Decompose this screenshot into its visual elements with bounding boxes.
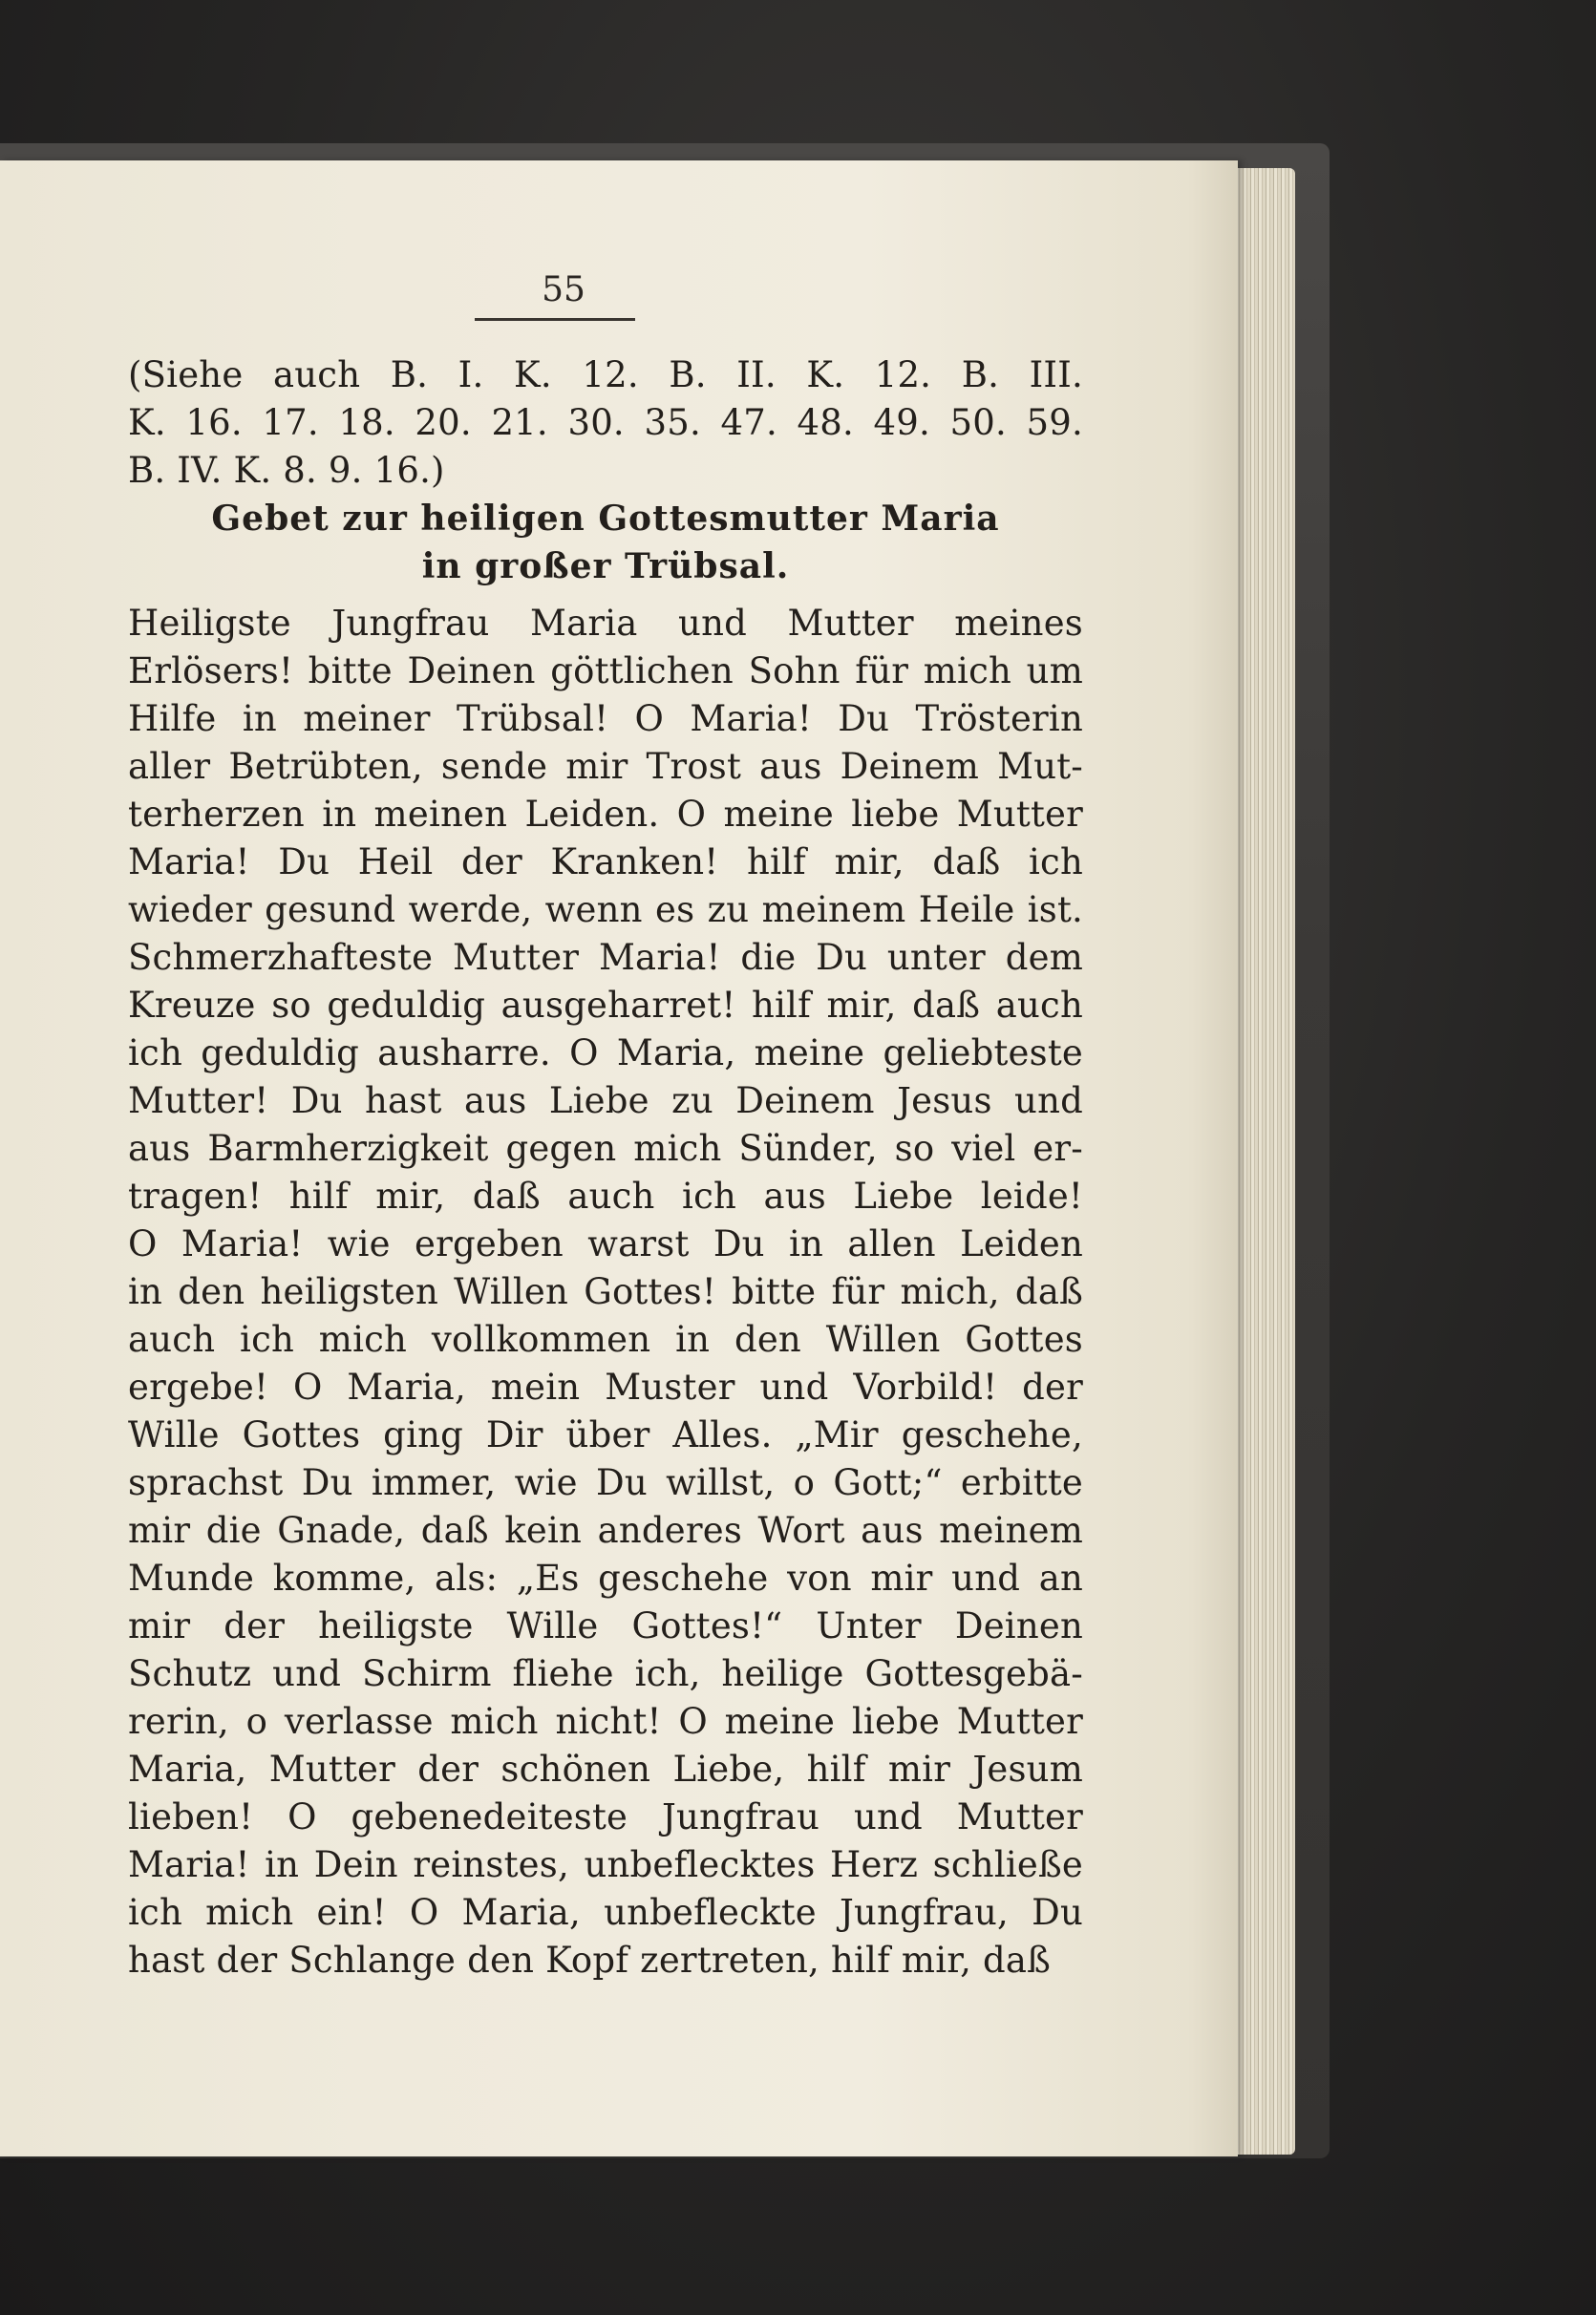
body-line: Schmerzhafteste Mutter Maria! die Du unter dem	[128, 937, 1083, 978]
body-line: in den heiligsten Willen Gottes! bitte für mich, daß	[128, 1271, 1083, 1312]
reference-line: (Siehe auch B. I. K. 12. B. II. K. 12. B. III.	[128, 354, 1083, 395]
body-line: sprachst Du immer, wie Du willst, o Gott;“ erbitte	[128, 1462, 1083, 1503]
book-page	[0, 160, 1238, 2156]
body-line: hast der Schlange den Kopf zertreten, hilf mir, daß	[128, 1940, 1052, 1981]
body-line: mir die Gnade, daß kein anderes Wort aus meinem	[128, 1510, 1083, 1551]
body-line: auch ich mich vollkommen in den Willen Gottes	[128, 1319, 1083, 1360]
body-line: Schutz und Schirm fliehe ich, heilige Gottesgebä-	[128, 1653, 1083, 1694]
body-line: terherzen in meinen Leiden. O meine liebe Mutter	[128, 794, 1083, 835]
body-line: O Maria! wie ergeben warst Du in allen Leiden	[128, 1223, 1083, 1264]
body-line: aller Betrübten, sende mir Trost aus Deinem Mut-	[128, 746, 1083, 787]
prayer-title: Gebet zur heiligen Gottesmutter Maria	[211, 499, 1000, 539]
body-line: Hilfe in meiner Trübsal! O Maria! Du Trösterin	[128, 698, 1083, 739]
body-line: Munde komme, als: „Es geschehe von mir und an	[128, 1558, 1083, 1599]
reference-line: K. 16. 17. 18. 20. 21. 30. 35. 47. 48. 49. 50. 59.	[128, 402, 1083, 443]
body-line: rerin, o verlasse mich nicht! O meine liebe Mutter	[128, 1701, 1083, 1742]
body-line: ich mich ein! O Maria, unbefleckte Jungfrau, Du	[128, 1892, 1083, 1933]
prayer-title: in großer Trübsal.	[421, 546, 790, 586]
body-line: ergebe! O Maria, mein Muster und Vorbild! der	[128, 1367, 1083, 1408]
page-number-rule	[475, 318, 635, 321]
body-line: Erlösers! bitte Deinen göttlichen Sohn für mich um	[128, 650, 1083, 691]
body-line: mir der heiligste Wille Gottes!“ Unter Deinen	[128, 1605, 1083, 1646]
body-line: aus Barmherzigkeit gegen mich Sünder, so viel er-	[128, 1128, 1083, 1169]
body-line: tragen! hilf mir, daß auch ich aus Liebe leide!	[128, 1176, 1083, 1217]
body-line: lieben! O gebenedeiteste Jungfrau und Mutter	[128, 1796, 1083, 1837]
body-line: Wille Gottes ging Dir über Alles. „Mir geschehe,	[128, 1414, 1083, 1455]
body-line: Kreuze so geduldig ausgeharret! hilf mir, daß auch	[128, 985, 1083, 1026]
body-line: Heiligste Jungfrau Maria und Mutter meines	[128, 603, 1083, 644]
text-block	[128, 351, 1083, 1985]
body-line: Maria! in Dein reinstes, unbeflecktes Herz schließe	[128, 1844, 1083, 1885]
body-line: Maria! Du Heil der Kranken! hilf mir, daß ich	[128, 841, 1083, 882]
reference-line: B. IV. K. 8. 9. 16.)	[128, 450, 445, 491]
body-line: Mutter! Du hast aus Liebe zu Deinem Jesus und	[128, 1080, 1083, 1121]
body-line: ich geduldig ausharre. O Maria, meine geliebteste	[128, 1032, 1083, 1073]
body-line: Maria, Mutter der schönen Liebe, hilf mir Jesum	[128, 1749, 1083, 1790]
body-line: wieder gesund werde, wenn es zu meinem Heile ist.	[128, 889, 1083, 930]
page-number: 55	[542, 270, 585, 309]
